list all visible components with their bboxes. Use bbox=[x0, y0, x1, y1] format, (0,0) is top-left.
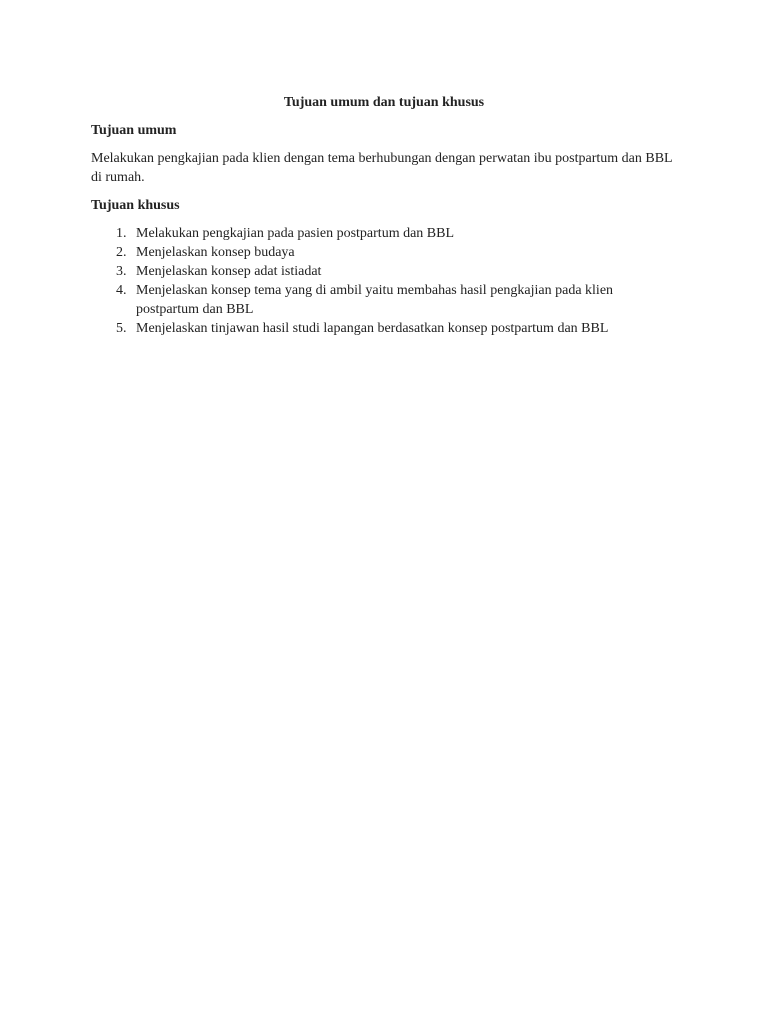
list-item-text: Menjelaskan konsep adat istiadat bbox=[136, 264, 322, 279]
specific-goal-heading: Tujuan khusus bbox=[91, 198, 180, 213]
list-item-number: 3. bbox=[116, 264, 127, 279]
list-item-text: Melakukan pengkajian pada pasien postpartum dan BBL bbox=[136, 226, 455, 241]
list-item-number: 5. bbox=[116, 321, 127, 336]
list-item-text: Menjelaskan konsep tema yang di ambil yaitu membahas hasil pengkajian pada klien postpartum dan BBL bbox=[136, 283, 614, 317]
list-item bbox=[91, 319, 677, 338]
document-title: Tujuan umum dan tujuan khusus bbox=[283, 95, 485, 110]
list-item-number: 1. bbox=[116, 226, 127, 241]
general-goal-paragraph: Melakukan pengkajian pada klien dengan tema berhubungan dengan perwatan ibu postpartum dan BBL di rumah. bbox=[91, 151, 673, 185]
list-item bbox=[91, 243, 677, 262]
list-item bbox=[91, 224, 677, 243]
general-goal-heading: Tujuan umum bbox=[91, 123, 177, 138]
list-item-number: 4. bbox=[116, 283, 127, 298]
specific-goal-list bbox=[91, 224, 677, 338]
list-item-text: Menjelaskan konsep budaya bbox=[136, 245, 295, 260]
list-item bbox=[91, 281, 677, 319]
list-item-text: Menjelaskan tinjawan hasil studi lapangan berdasatkan konsep postpartum dan BBL bbox=[136, 321, 609, 336]
document-body bbox=[91, 93, 677, 338]
list-item-number: 2. bbox=[116, 245, 127, 260]
list-item bbox=[91, 262, 677, 281]
